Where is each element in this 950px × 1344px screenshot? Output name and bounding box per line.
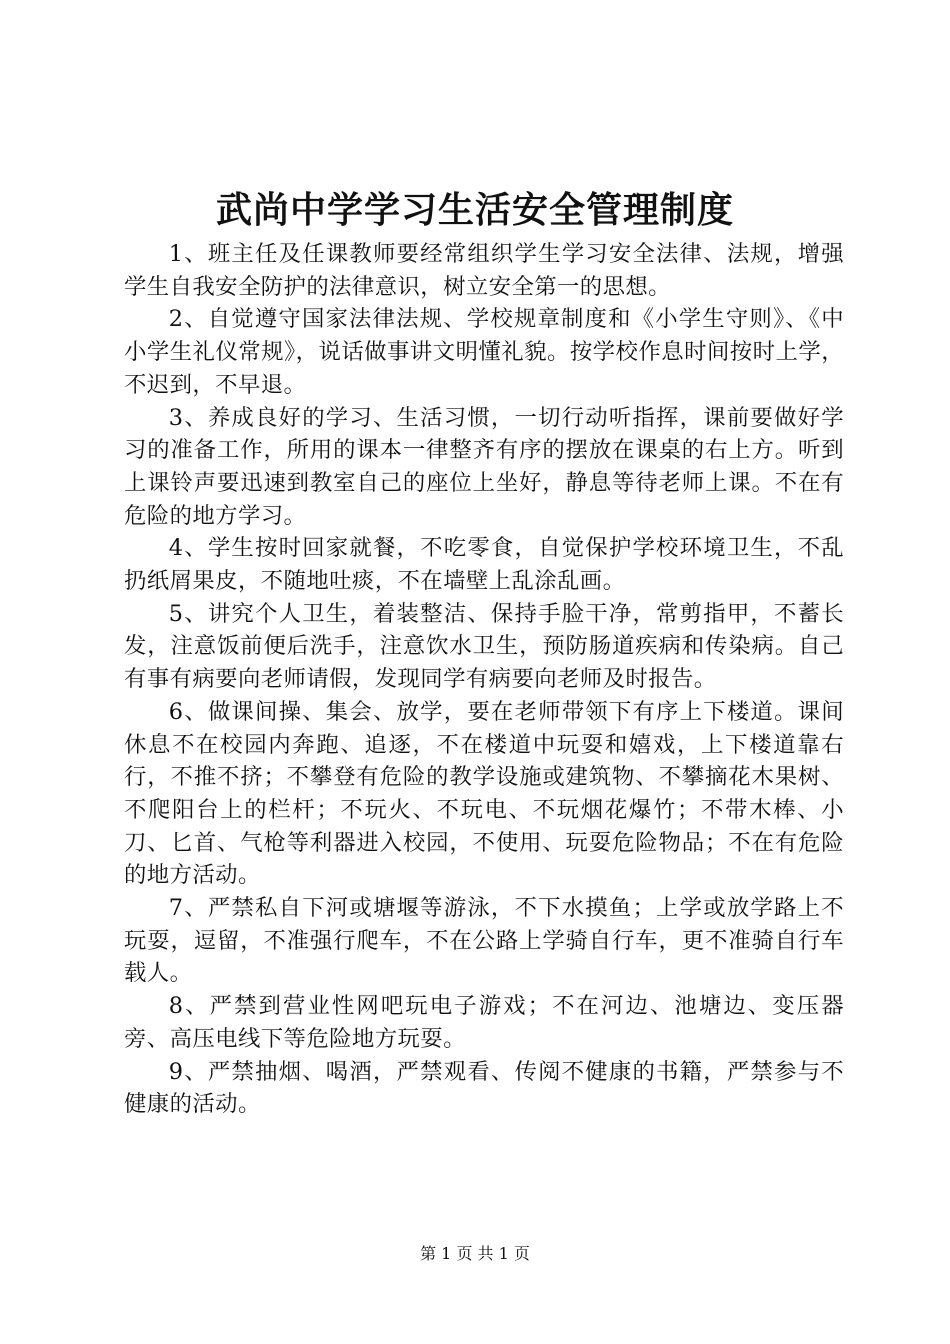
document-title: 武尚中学学习生活安全管理制度 [215,189,734,231]
paragraph-9: 9、严禁抽烟、喝酒，严禁观看、传阅不健康的书籍，严禁参与不健康的活动。 [124,1058,844,1118]
document-body [124,238,844,1121]
paragraph-3: 3、养成良好的学习、生活习惯，一切行动听指挥，课前要做好学习的准备工作，所用的课本一律整齐有序的摆放在课桌的右上方。听到上课铃声要迅速到教室自己的座位上坐好，静息等待老师上课。不在有危险的地方学习。 [124,404,844,529]
paragraph-5: 5、讲究个人卫生，着装整洁、保持手脸干净，常剪指甲，不蓄长发，注意饭前便后洗手，注意饮水卫生，预防肠道疾病和传染病。自己有事有病要向老师请假，发现同学有病要向老师及时报告。 [124,600,844,693]
paragraph-1: 1、班主任及任课教师要经常组织学生学习安全法律、法规，增强学生自我安全防护的法律意识，树立安全第一的思想。 [124,241,844,300]
paragraph-4: 4、学生按时回家就餐，不吃零食，自觉保护学校环境卫生，不乱扔纸屑果皮，不随地吐痰，不在墙壁上乱涂乱画。 [124,535,844,595]
page-number-footer: 第 1 页 共 1 页 [420,1244,530,1263]
paragraph-2: 2、自觉遵守国家法律法规、学校规章制度和《小学生守则》、《中小学生礼仪常规》，说话做事讲文明懂礼貌。按学校作息时间按时上学，不迟到，不早退。 [124,306,844,398]
paragraph-6: 6、做课间操、集会、放学，要在老师带领下有序上下楼道。课间休息不在校园内奔跑、追逐，不在楼道中玩耍和嬉戏，上下楼道靠右行，不推不挤；不攀登有危险的教学设施或建筑物、不攀摘花木果树、不爬阳台上的栏杆；不玩火、不玩电、不玩烟花爆竹；不带木棒、小刀、匕首、气枪等利器进入校园，不使用、玩耍危险物品；不在有危险的地方活动。 [124,698,844,889]
paragraph-7: 7、严禁私自下河或塘堰等游泳，不下水摸鱼；上学或放学路上不玩耍，逗留，不准强行爬车，不在公路上学骑自行车，更不准骑自行车载人。 [124,895,844,987]
paragraph-8: 8、严禁到营业性网吧玩电子游戏；不在河边、池塘边、变压器旁、高压电线下等危险地方玩耍。 [124,993,844,1052]
